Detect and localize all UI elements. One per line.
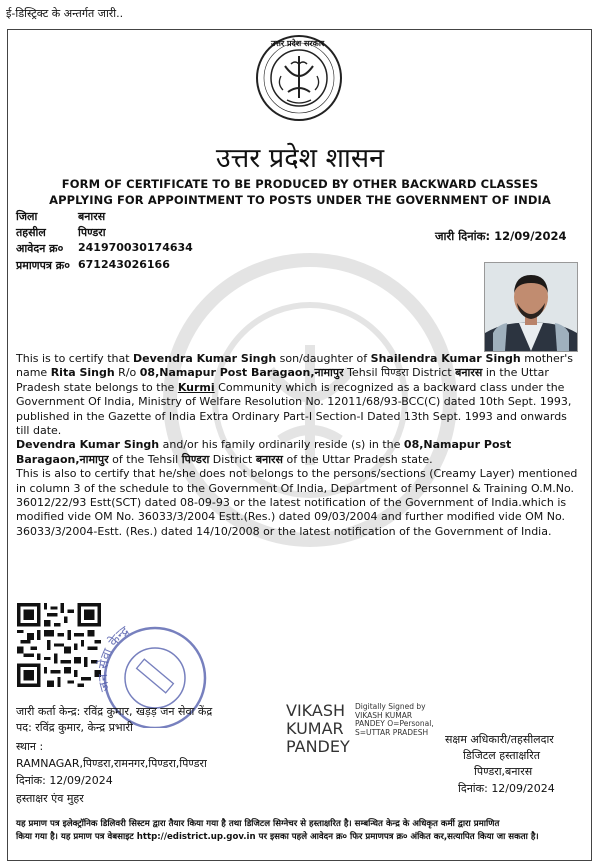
certificate-number-value: 671243026166 xyxy=(78,258,170,271)
svg-text:जन सेवा केन्द्र xyxy=(95,623,133,693)
authority-date-value: 12/09/2024 xyxy=(491,782,555,795)
residence-district: बनारस xyxy=(255,452,283,466)
footer-line-2: किया गया है। यह प्रमाण पत्र वेबसाइट http://edistrict.up.gov.in पर इसका पहले आवेदन क्र० फिर प्रमाणपत्र क्र० अंकित कर,सत्यापित किया जा सकता है। xyxy=(16,831,539,842)
top-note: ई-डिस्ट्रिक्ट के अन्तर्गत जारी.. xyxy=(6,7,124,20)
emblem-text: उत्तर प्रदेश सरकार xyxy=(271,39,325,48)
p1-text: District xyxy=(408,366,456,380)
authority-date xyxy=(458,781,555,796)
residence-address: 08,Namapur Post Baragaon,नामापुर xyxy=(16,438,512,466)
signature-info-line-3: PANDEY O=Personal, xyxy=(355,719,434,729)
p2-text: of the Tehsil xyxy=(108,452,182,466)
form-title-line-2: APPLYING FOR APPOINTMENT TO POSTS UNDER THE GOVERNMENT OF INDIA xyxy=(49,193,551,207)
signer-name-line-3: PANDEY xyxy=(286,737,350,756)
application-number-label: आवेदन क्र० xyxy=(16,242,64,255)
digital-signature-info xyxy=(355,703,434,737)
district-value: बनारस xyxy=(78,210,106,223)
issue-date xyxy=(435,229,567,244)
issue-date-value: 12/09/2024 xyxy=(494,229,567,243)
p1-text: in the Uttar Pradesh state belongs to the xyxy=(16,366,549,394)
issuer-sign-label: हस्ताक्षर एंव मुहर xyxy=(16,792,84,805)
applicant-photo xyxy=(484,262,578,352)
government-title: उत्तर प्रदेश शासन xyxy=(215,143,385,174)
stamp-text: जन सेवा केन्द्र xyxy=(95,623,132,693)
residence-tehsil: पिण्डरा xyxy=(181,452,210,466)
issuer-place-label: स्थान : xyxy=(16,740,44,753)
mother-name: Rita Singh xyxy=(50,366,115,380)
certificate-paragraph-3: This is also to certify that he/she does not belongs to the persons/sections (Creamy Layer) mentioned in column 3 of the schedule to the Government Of India, Department of Personnel & Training O.M.No. 36012/22/93 Estt(SCT) dated 08-09-93 or the latest notification of the Government of India.which is modified vide OM No. 36033/3/2004 Estt.(Res.) dated 09/03/2004 and further modified vide OM No. 36033/3/2004-Estt. (Res.) dated 14/10/2008 or the latest notification of the Government of India. xyxy=(16,467,578,538)
issuer-place: RAMNAGAR,पिण्डरा,रामनगर,पिण्डरा,पिण्डरा xyxy=(16,757,207,770)
application-number-value: 241970030174634 xyxy=(78,241,193,254)
community-name: Kurmi xyxy=(177,380,215,394)
signature-info-line-2: VIKASH KUMAR xyxy=(355,710,413,720)
p1-text: R/o xyxy=(114,366,140,380)
p1-text: Tehsil xyxy=(343,366,382,380)
issuer-designation: पद: रविंद्र कुमार, केन्द्र प्रभारी xyxy=(16,721,133,734)
tehsil-value: पिण्डरा xyxy=(78,226,106,239)
tehsil-name: पिण्डरा xyxy=(381,366,409,380)
p2-text: and/or his family ordinarily reside (s) in the xyxy=(159,438,404,452)
applicant-address: 08,Namapur Post Baragaon,नामापुर xyxy=(139,366,344,380)
footer-line-1: यह प्रमाण पत्र इलेक्ट्रॉनिक डिलिवरी सिस्टम द्वारा तैयार किया गया है तथा डिजिटल सिग्नेचर से हस्ताक्षरित है। सम्बन्धित केन्द्र के अधिकृत कर्मी द्वारा प्रमाणित xyxy=(16,819,500,829)
issuer-date xyxy=(16,773,113,788)
person-photo-icon xyxy=(485,263,577,351)
authority-place: पिण्डरा,बनारस xyxy=(474,765,533,778)
signer-name-line-1: VIKASH xyxy=(286,701,346,720)
certificate-number-label: प्रमाणपत्र क्र० xyxy=(16,259,70,272)
issue-date-label: जारी दिनांक: xyxy=(435,229,491,243)
p2-text: of the Uttar Pradesh state. xyxy=(282,452,433,466)
digital-signer-name xyxy=(286,702,350,756)
tehsil-label: तहसील xyxy=(16,226,46,239)
p2-text: District xyxy=(209,452,256,466)
footer-note xyxy=(16,818,584,843)
form-title-line-1: FORM OF CERTIFICATE TO BE PRODUCED BY OTHER BACKWARD CLASSES xyxy=(61,177,539,191)
certificate-paragraph-2 xyxy=(16,438,582,467)
p1-text: mother's name xyxy=(16,352,574,380)
certificate-body xyxy=(16,352,582,539)
signature-info-line-4: S=UTTAR PRADESH xyxy=(355,727,429,737)
certificate-paragraph-1 xyxy=(16,352,582,438)
applicant-name: Devendra Kumar Singh xyxy=(133,352,277,365)
father-name: Shailendra Kumar Singh xyxy=(370,352,521,365)
authority-title: सक्षम अधिकारी/तहसीलदार xyxy=(445,733,554,746)
authority-date-label: दिनांक: xyxy=(458,782,488,795)
district-label: जिला xyxy=(16,210,38,223)
issuer-date-value: 12/09/2024 xyxy=(49,774,113,787)
issuer-kendra: जारी कर्ता केन्द्र: रविंद्र कुमार, खड़ड़ जन सेवा केंद्र xyxy=(16,705,213,718)
p1-text: This is to certify that xyxy=(16,352,134,365)
authority-signed: डिजिटल हस्ताक्षरित xyxy=(463,749,540,762)
p1-text: Community which is recognized as a backward class under the Government Of India, Ministry of Welfare Resolution No. 12011/68/93-BCC(C) dated 10th Sept. 1993, published in the Gazette of India Extra Ordinary Part-I Section-I Dated 13th Sept. 1993 and onwards till date. xyxy=(16,380,572,438)
issuer-date-label: दिनांक: xyxy=(16,774,46,787)
signer-name-line-2: KUMAR xyxy=(286,719,344,738)
signature-info-line-1: Digitally Signed by xyxy=(355,702,426,711)
p1-text: son/daughter of xyxy=(276,352,371,365)
applicant-name-2: Devendra Kumar Singh xyxy=(16,438,160,452)
district-name: बनारस xyxy=(455,366,483,380)
